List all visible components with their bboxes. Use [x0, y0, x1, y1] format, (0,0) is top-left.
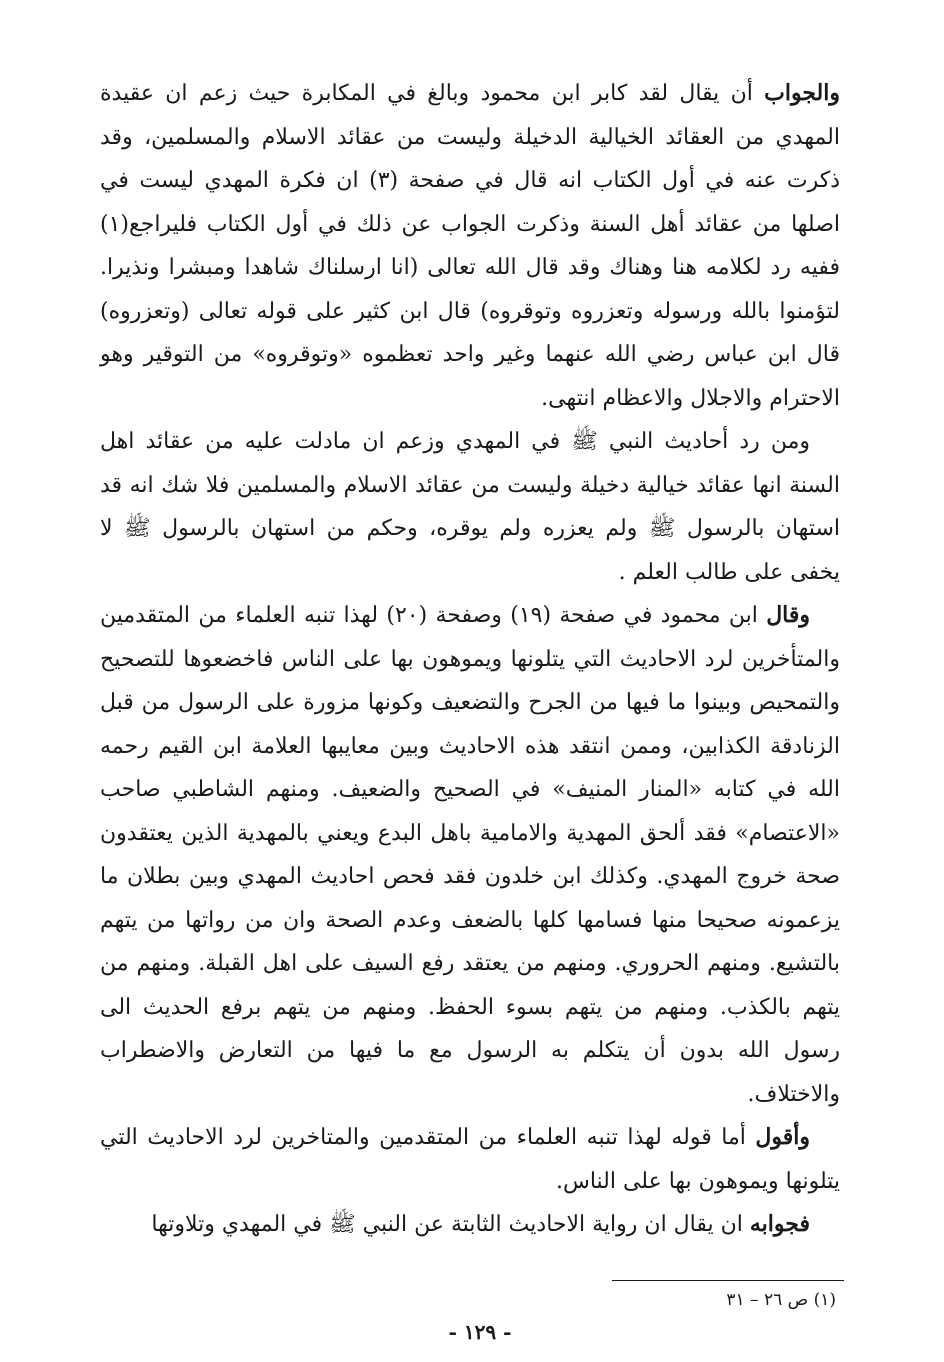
paragraph-text: ان يقال ان رواية الاحاديث الثابتة عن النبي ﷺ في المهدي وتلاوتها [151, 1212, 750, 1237]
footnote: (١) ص ٢٦ – ٣١ [726, 1290, 836, 1310]
paragraph-keyword: فجوابه [749, 1211, 810, 1237]
paragraph-quote-ibn-mahmoud [100, 594, 840, 1116]
page-number: - ١٢٩ - [448, 1320, 512, 1344]
paragraph-answer [100, 72, 840, 420]
paragraph-text: ومن رد أحاديث النبي ﷺ في المهدي وزعم ان مادلت عليه من عقائد اهل السنة انها عقائد خيالية دخيلة وليست من عقائد الاسلام والمسلمين فلا شك انه قد استهان بالرسول ﷺ ولم يعزره ولم يوقره، وحكم من استهان بالرسول ﷺ لا يخفى على طالب العلم . [100, 429, 840, 585]
paragraph-hadith-rejection [100, 420, 840, 594]
paragraph-keyword: والجواب [764, 80, 840, 106]
page-body [100, 72, 840, 1247]
paragraph-keyword: وأقول [755, 1124, 810, 1150]
paragraph-text: أن يقال لقد كابر ابن محمود وبالغ في المكابرة حيث زعم ان عقيدة المهدي من العقائد الخيالية الدخيلة وليست من عقائد الاسلام والمسلمين، وقد ذكرت عنه في أول الكتاب انه قال في صفحة (٣) ان فكرة المهدي ليست في اصلها من عقائد أهل السنة وذكرت الجواب عن ذلك في أول الكتاب فليراجع(١) ففيه رد لكلامه هنا وهناك وقد قال الله تعالى (انا ارسلناك شاهدا ومبشرا ونذيرا. لتؤمنوا بالله ورسوله وتعزروه وتوقروه) قال ابن كثير على قوله تعالى (وتعزروه) قال ابن عباس رضي الله عنهما وغير واحد تعظموه «وتوقروه» من التوقير وهو الاحترام والاجلال والاعظام انتهى. [100, 81, 841, 411]
paragraph-text: ابن محمود في صفحة (١٩) وصفحة (٢٠) لهذا تنبه العلماء من المتقدمين والمتأخرين لرد الاحاديث التي يتلونها ويموهون بها على الناس فاخضعوها للتصحيح والتمحيص وبينوا ما فيها من الجرح والتضعيف وكونها مزورة على الرسول من قبل الزنادقة الكذابين، وممن انتقد هذه الاحاديث وبين معايبها العلامة ابن القيم رحمه الله في كتابه «المنار المنيف» في الصحيح والضعيف. ومنهم الشاطبي صاحب «الاعتصام» فقد ألحق المهدية والامامية باهل البدع ويعني بالمهدية الذين يعتقدون صحة خروج المهدي. وكذلك ابن خلدون فقد فحص احاديث المهدي وبين بطلان ما يزعمونه صحيحا منها فسامها كلها بالضعف وعدم الصحة وان من رواتها من يتهم بالتشيع. ومنهم الحروري. ومنهم من يعتقد رفع السيف على اهل القبلة. ومنهم من يتهم بالكذب. ومنهم من يتهم بسوء الحفظ. ومنهم من يتهم برفع الحديث الى رسول الله بدون أن يتكلم به الرسول مع ما فيها من التعارض والاضطراب والاختلاف. [100, 603, 840, 1107]
paragraph-keyword: وقال [766, 602, 811, 628]
paragraph-response [100, 1116, 840, 1203]
paragraph-text: أما قوله لهذا تنبه العلماء من المتقدمين والمتاخرين لرد الاحاديث التي يتلونها ويموهون بها على الناس. [100, 1125, 840, 1194]
paragraph-its-answer [100, 1203, 840, 1247]
footnote-separator [612, 1280, 844, 1281]
